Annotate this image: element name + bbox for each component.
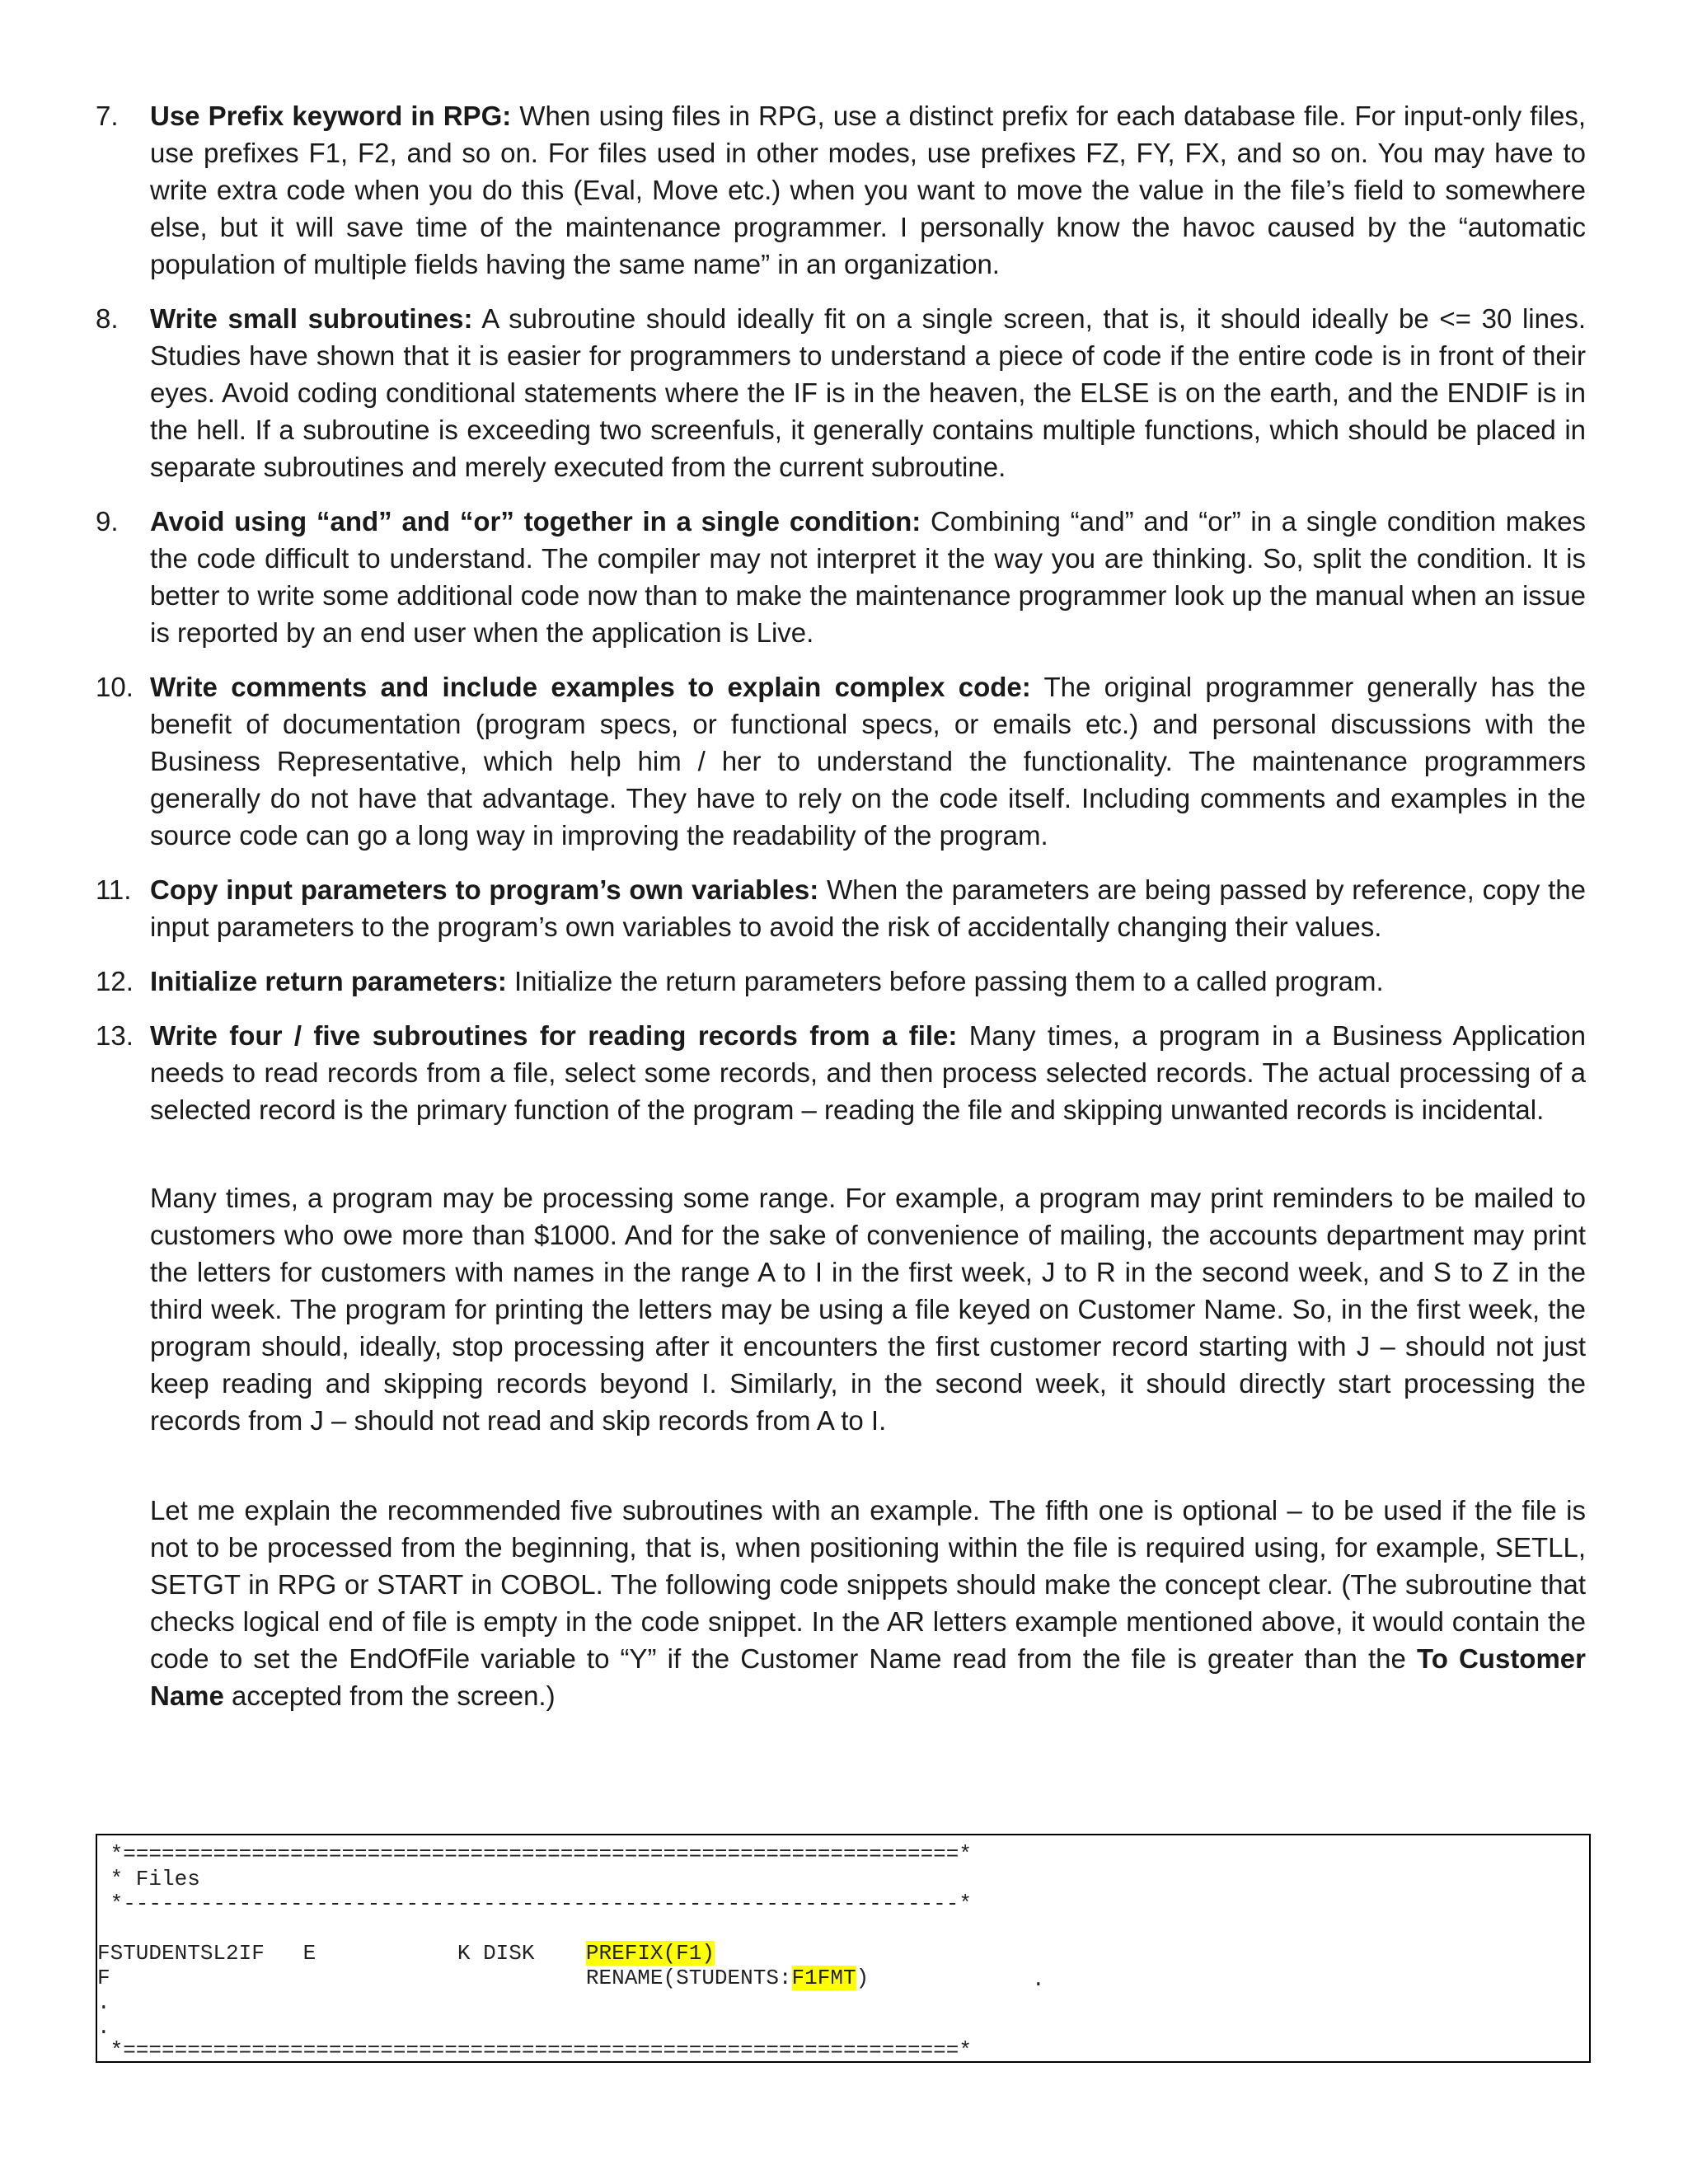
- item-text: A subroutine should ideally fit on a single screen, that is, it should ideally be <= 30 lines. Studies have shown that it is easier for programmers to understand a piece of code if the entire code is in front of their eyes. Avoid coding conditional statements where the IF is in the heaven, the ELSE is on the earth, and the ENDIF is in the hell. If a subroutine is exceeding two screenfuls, it generally contains multiple functions, which should be placed in separate subroutines and merely executed from the current subroutine.: [150, 303, 1586, 482]
- item-number: 11.: [96, 874, 132, 905]
- code-file-spec: FSTUDENTSL2IF E K DISK: [97, 1941, 586, 1966]
- item-number: 7.: [96, 101, 119, 131]
- item-paragraph: [150, 963, 1586, 1000]
- item-text: Many times, a program in a Business Application needs to read records from a file, select some records, and then process selected records. The actual processing of a selected record is the primary function of the program – reading the file and skipping unwanted records is incidental.: [150, 1020, 1586, 1125]
- item-paragraph: [150, 300, 1586, 485]
- item-heading: Initialize return parameters:: [150, 966, 507, 996]
- intro-text-end: accepted from the screen.): [223, 1680, 556, 1711]
- item-text: When the parameters are being passed by reference, copy the input parameters to the program’s own variables to avoid the risk of accidentally changing their values.: [150, 874, 1586, 942]
- list-item: [96, 871, 1586, 945]
- code-line: *=================================================================*: [97, 1842, 972, 1867]
- subroutines-intro-paragraph: [150, 1492, 1586, 1714]
- code-line: [97, 1941, 715, 1966]
- range-processing-paragraph: Many times, a program may be processing some range. For example, a program may print reminders to be mailed to customers who owe more than $1000. And for the sake of convenience of mailing, the accounts department may print the letters for customers with names in the range A to I in the first week, J to R in the second week, and S to Z in the third week. The program for printing the letters may be using a file keyed on Customer Name. So, in the first week, the program should, ideally, stop processing after it encounters the first customer record starting with J – should not just keep reading and skipping records beyond I. Similarly, in the second week, it should directly start processing the records from J – should not read and skip records from A to I.: [150, 1183, 1586, 1436]
- item-number: 10.: [96, 672, 134, 702]
- code-snippet-box: [96, 1834, 1591, 2063]
- list-item: [96, 300, 1586, 485]
- code-format-highlight: F1FMT: [791, 1966, 856, 1990]
- guideline-list: [96, 97, 1586, 1732]
- list-item: [96, 963, 1586, 1000]
- item-heading: Use Prefix keyword in RPG:: [150, 101, 512, 131]
- item-text: Initialize the return parameters before passing them to a called program.: [506, 966, 1384, 996]
- code-line: * Files: [97, 1867, 200, 1891]
- item-heading: Write small subroutines:: [150, 303, 473, 334]
- item-heading: Write four / five subroutines for reading records from a file:: [150, 1020, 958, 1051]
- item-number: 9.: [96, 506, 119, 537]
- item-text: When using files in RPG, use a distinct prefix for each database file. For input-only files, use prefixes F1, F2, and so on. For files used in other modes, use prefixes FZ, FY, FX, and so on. You may have to write extra code when you do this (Eval, Move etc.) when you want to move the value in the file’s field to somewhere else, but it will save time of the maintenance programmer. I personally know the havoc caused by the “automatic population of multiple fields having the same name” in an organization.: [150, 101, 1587, 279]
- code-rename-spec: F RENAME(STUDENTS:: [97, 1966, 792, 1990]
- intro-bold-term: To Customer Name: [150, 1643, 1587, 1711]
- item-paragraph: [150, 503, 1586, 651]
- code-line: [97, 1966, 869, 1990]
- list-item: [96, 97, 1586, 283]
- item-number: 13.: [96, 1020, 134, 1051]
- item-heading: Write comments and include examples to explain complex code:: [150, 672, 1031, 702]
- list-item: [96, 503, 1586, 651]
- item-paragraph: [150, 1017, 1586, 1128]
- item-paragraph: [150, 97, 1586, 283]
- item-number: 8.: [96, 303, 119, 334]
- item-text: The original programmer generally has the benefit of documentation (program specs, or functional specs, or emails etc.) and personal discussions with the Business Representative, which help him / her to understand the functionality. The maintenance programmers generally do not have that advantage. They have to rely on the code itself. Including comments and examples in the source code can go a long way in improving the readability of the program.: [150, 672, 1586, 851]
- code-line: .: [97, 1990, 110, 2015]
- item-number: 12.: [96, 966, 134, 996]
- item-heading: Avoid using “and” and “or” together in a single condition:: [150, 506, 921, 537]
- code-prefix-highlight: PREFIX(F1): [585, 1941, 715, 1966]
- code-close-paren: ): [856, 1966, 870, 1990]
- item-paragraph: [150, 668, 1586, 854]
- list-item: [96, 1017, 1586, 1714]
- list-item: [96, 668, 1586, 854]
- intro-text: Let me explain the recommended five subroutines with an example. The fifth one is optional – to be used if the file is not to be processed from the beginning, that is, when positioning within the file is required using, for example, SETLL, SETGT in RPG or START in COBOL. The following code snippets should make the concept clear. (The subroutine that checks logical end of file is empty in the code snippet. In the AR letters example mentioned above, it would contain the code to set the EndOfFile variable to “Y” if the Customer Name read from the file is greater than the: [150, 1495, 1586, 1674]
- code-line: *=================================================================*: [97, 2038, 972, 2063]
- item-text: Combining “and” and “or” in a single condition makes the code difficult to understand. The compiler may not interpret it the way you are thinking. So, split the condition. It is better to write some additional code now than to make the maintenance programmer look up the manual when an issue is reported by an end user when the application is Live.: [150, 506, 1586, 648]
- item-heading: Copy input parameters to program’s own variables:: [150, 874, 819, 905]
- code-line: *-----------------------------------------------------------------*: [97, 1891, 972, 1916]
- code-line: .: [97, 2015, 110, 2040]
- code-stray-dot: .: [1032, 1967, 1045, 1992]
- item-paragraph: [150, 871, 1586, 945]
